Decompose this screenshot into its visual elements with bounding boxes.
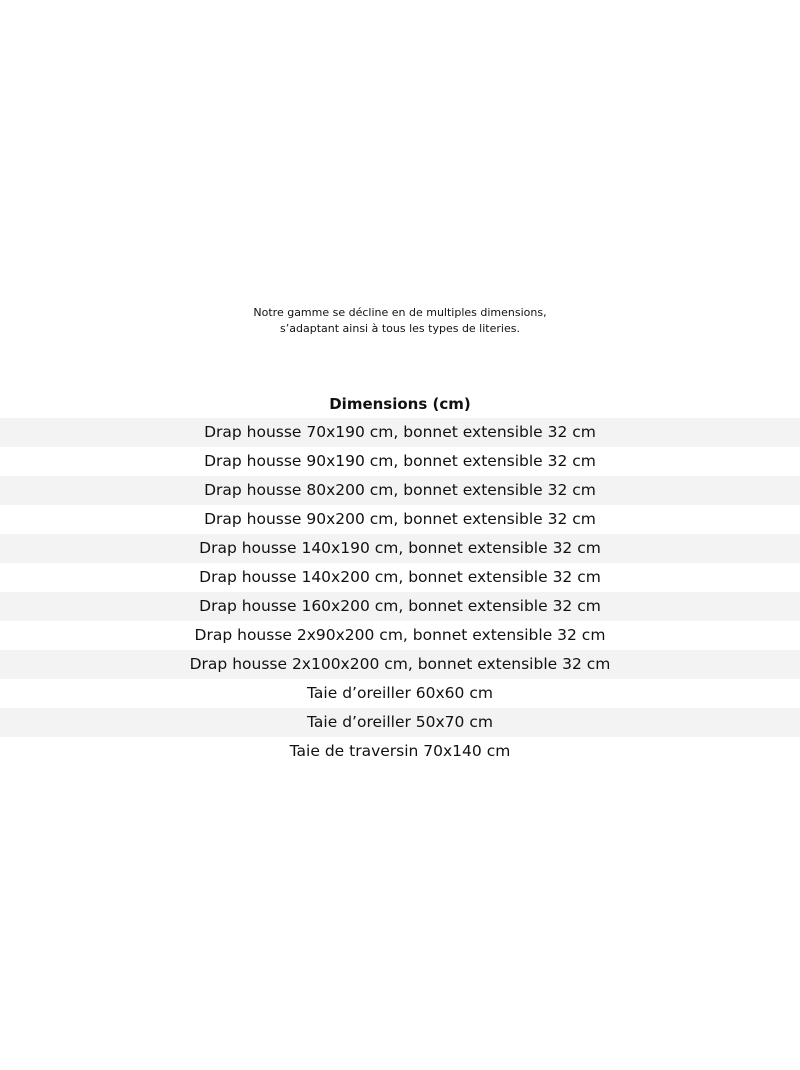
intro-line-2: s’adaptant ainsi à tous les types de literies. — [280, 322, 520, 335]
table-row: Drap housse 2x100x200 cm, bonnet extensible 32 cm — [0, 650, 800, 679]
table-header: Dimensions (cm) — [329, 395, 471, 413]
table-row: Drap housse 2x90x200 cm, bonnet extensible 32 cm — [194, 626, 606, 644]
table-row: Drap housse 140x190 cm, bonnet extensible 32 cm — [0, 534, 800, 563]
table-row: Taie d’oreiller 60x60 cm — [307, 684, 493, 702]
table-row: Taie de traversin 70x140 cm — [289, 742, 511, 760]
intro-text — [0, 305, 800, 337]
table-row: Drap housse 140x200 cm, bonnet extensible 32 cm — [199, 568, 601, 586]
table-row: Drap housse 70x190 cm, bonnet extensible 32 cm — [0, 418, 800, 447]
table-row: Taie d’oreiller 50x70 cm — [0, 708, 800, 737]
table-row: Drap housse 90x200 cm, bonnet extensible 32 cm — [204, 510, 596, 528]
dimensions-table — [0, 390, 800, 766]
table-row: Drap housse 80x200 cm, bonnet extensible 32 cm — [0, 476, 800, 505]
table-row: Drap housse 90x190 cm, bonnet extensible 32 cm — [204, 452, 596, 470]
table-row: Drap housse 160x200 cm, bonnet extensible 32 cm — [0, 592, 800, 621]
intro-line-1: Notre gamme se décline en de multiples dimensions, — [253, 306, 547, 319]
